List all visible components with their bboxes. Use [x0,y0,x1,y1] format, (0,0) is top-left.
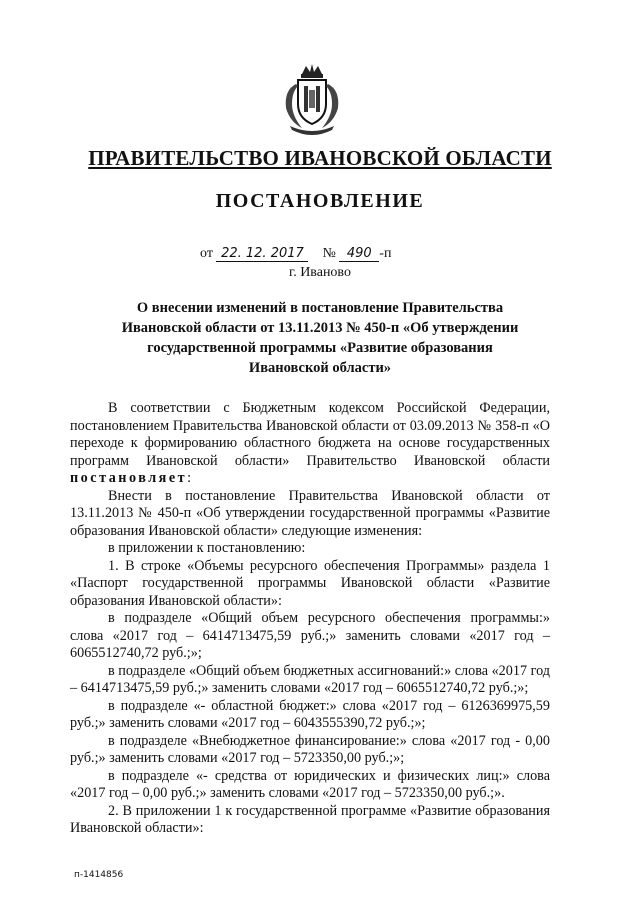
title-line: О внесении изменений в постановление Правительства [136,300,504,316]
title-line: Ивановской области от 13.11.2013 № 450-п «Об утверждении [121,320,519,336]
reference-line [200,246,391,262]
handwritten-date: 22. 12. 2017 [216,246,308,262]
city: г. Иваново [289,265,351,280]
paragraph: в подразделе «Общий объем бюджетных ассигнований:» слова «2017 год – 6414713475,59 руб.;» заменить словами «2017 год – 6065512740,72 руб.;»; [70,662,550,696]
footer-code: п-1414856 [74,870,124,880]
coat-of-arms-icon [272,60,352,140]
document-title [100,298,540,378]
number-suffix: -п [379,246,392,261]
paragraph: Внести в постановление Правительства Ивановской области от 13.11.2013 № 450-п «Об утверждении государственной программы «Развитие образования Ивановской области» следующие изменения: [70,487,550,539]
handwritten-number: 490 [339,246,379,262]
paragraph: в подразделе «- средства от юридических и физических лиц:» слова «2017 год – 0,00 руб.;» заменить словами «2017 год – 5723350,00 руб.;». [70,767,550,801]
title-line: государственной программы «Развитие образования [147,340,493,356]
paragraph: В соответствии с Бюджетным кодексом Российской Федерации, постановлением Правительства Ивановской области от 03.09.2013 № 358-п «О переходе к формированию областного бюджета на основе государственных программ Ивановской области» Правительство Ивановской области постановляет: [70,400,550,486]
coat-of-arms-emblem [272,60,352,140]
from-label: от [200,246,213,261]
document-type: ПОСТАНОВЛЕНИЕ [215,190,425,212]
paragraph: в подразделе «Общий объем ресурсного обеспечения программы:» слова «2017 год – 6414713475,59 руб.;» заменить словами «2017 год – 6065512740,72 руб.;»; [70,610,550,661]
paragraph: в приложении к постановлению: [108,540,306,556]
decree-keyword: постановляет [70,470,188,486]
organization-title: ПРАВИТЕЛЬСТВО ИВАНОВСКОЙ ОБЛАСТИ [88,146,552,170]
number-label: № [322,246,336,261]
title-line: Ивановской области» [248,360,392,376]
paragraph: 1. В строке «Объемы ресурсного обеспечения Программы» раздела 1 «Паспорт государственной программы Ивановской области «Развитие образования Ивановской области»: [70,557,550,609]
paragraph: в подразделе «- областной бюджет:» слова «2017 год – 6126369975,59 руб.;» заменить словами «2017 год – 6043555390,72 руб.;»; [70,697,550,731]
document-body [70,400,550,838]
paragraph: 2. В приложении 1 к государственной программе «Развитие образования Ивановской области»: [70,802,550,836]
paragraph: в подразделе «Внебюджетное финансирование:» слова «2017 год - 0,00 руб.;» заменить словами «2017 год – 5723350,00 руб.;»; [70,732,550,766]
